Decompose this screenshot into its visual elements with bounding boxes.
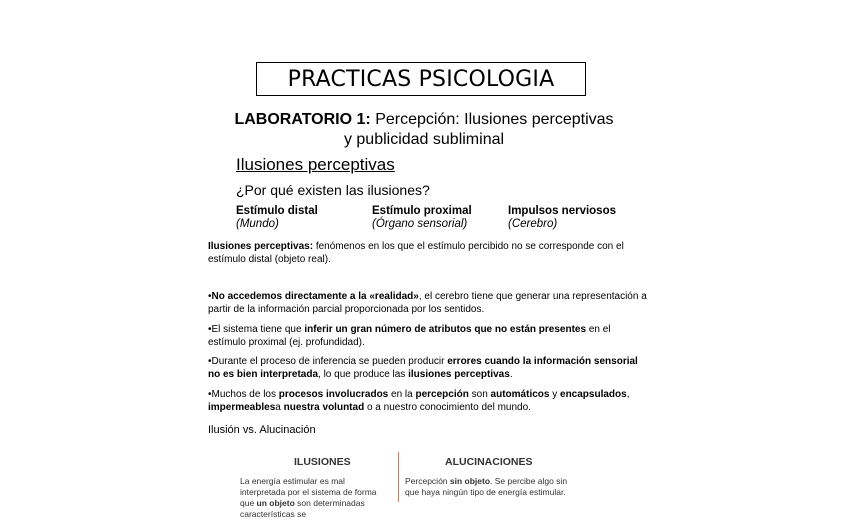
bullet-3 — [208, 356, 648, 381]
bullet-bold: inferir un gran número de atributos que no están presentes — [304, 324, 587, 335]
column-sub: (Mundo) — [236, 218, 279, 230]
bullet-text: •Muchos de los — [208, 389, 279, 400]
comparison-text: Percepción — [405, 476, 450, 486]
bullet-text: , — [626, 389, 630, 400]
illusion-vs-heading: Ilusión vs. Alucinación — [208, 424, 316, 436]
bullet-text: y — [549, 389, 561, 400]
lab-label: LABORATORIO 1: — [234, 111, 371, 128]
comparison-text: . Se percibe algo sin que haya ningún tipo de energía estimular. — [405, 476, 568, 497]
column-sub: (Cerebro) — [508, 218, 558, 230]
bullet-2 — [208, 324, 648, 349]
lab-line1: Percepción: Ilusiones perceptivas — [375, 111, 614, 128]
column-sub: (Órgano sensorial) — [372, 218, 468, 230]
comparison-left-heading: ILUSIONES — [294, 456, 351, 468]
definition-term: Ilusiones perceptivas: — [208, 241, 314, 252]
bullet-4 — [208, 389, 648, 414]
page-title: PRACTICAS PSICOLOGIA — [256, 62, 586, 96]
bullet-text: •El sistema tiene que — [208, 324, 305, 335]
bullet-text: o a nuestro conocimiento del mundo. — [364, 401, 531, 413]
bullet-text: , el cerebro tiene que generar una representación a partir de la información parcial proporcionada por los sentidos. — [208, 291, 647, 315]
bullet-text: son — [468, 389, 491, 400]
bullet-bold: impermeables — [208, 401, 276, 413]
bullet-bold: encapsulados — [560, 389, 627, 400]
bullet-text: a — [275, 401, 284, 413]
column-heading: Estímulo distal — [236, 205, 318, 217]
comparison-text: La energía estimular es mal interpretada por el sistema de forma que — [240, 476, 377, 508]
bullet-text: en el estímulo proximal (ej. profundidad). — [208, 324, 611, 348]
definition-text: fenómenos en los que el estímulo percibido no se corresponde con el estímulo distal (objeto real). — [208, 241, 624, 265]
column-heading: Impulsos nerviosos — [508, 205, 617, 217]
column-distal — [236, 205, 318, 231]
comparison-right-heading: ALUCINACIONES — [445, 456, 533, 468]
comparison-divider — [398, 452, 399, 502]
bullet-text: • — [208, 291, 212, 302]
bullet-bold: procesos involucrados — [278, 389, 389, 400]
bullet-text: . — [509, 368, 513, 380]
definition-paragraph — [208, 241, 648, 266]
bullet-bold: nuestra voluntad — [283, 401, 365, 413]
bullet-bold: errores cuando la información sensorial no es bien interpretada — [208, 356, 638, 380]
bullet-bold: percepción — [415, 389, 469, 400]
comparison-bold: un objeto — [256, 498, 295, 508]
column-nerves — [508, 205, 616, 231]
comparison-bold: sin objeto — [449, 476, 491, 486]
column-heading: Estímulo proximal — [372, 205, 472, 217]
column-proximal — [372, 205, 472, 231]
bullet-text: •Durante el proceso de inferencia se pueden producir — [208, 356, 448, 367]
bullet-text: , lo que produce las — [318, 368, 409, 380]
bullet-1 — [208, 291, 648, 316]
section-heading: Ilusiones perceptivas — [236, 155, 395, 174]
lab-line2: y publicidad subliminal — [343, 131, 505, 148]
bullet-bold: ilusiones perceptivas — [408, 368, 510, 380]
comparison-right-text — [405, 476, 575, 498]
bullet-text: en la — [388, 389, 416, 400]
lab-heading — [200, 110, 648, 150]
comparison-left-text — [240, 476, 390, 520]
bullet-bold: automáticos — [490, 389, 550, 400]
comparison-text: son determinadas características se — [240, 498, 365, 519]
question: ¿Por qué existen las ilusiones? — [236, 182, 430, 198]
bullet-bold: No accedemos directamente a la «realidad» — [211, 291, 419, 302]
